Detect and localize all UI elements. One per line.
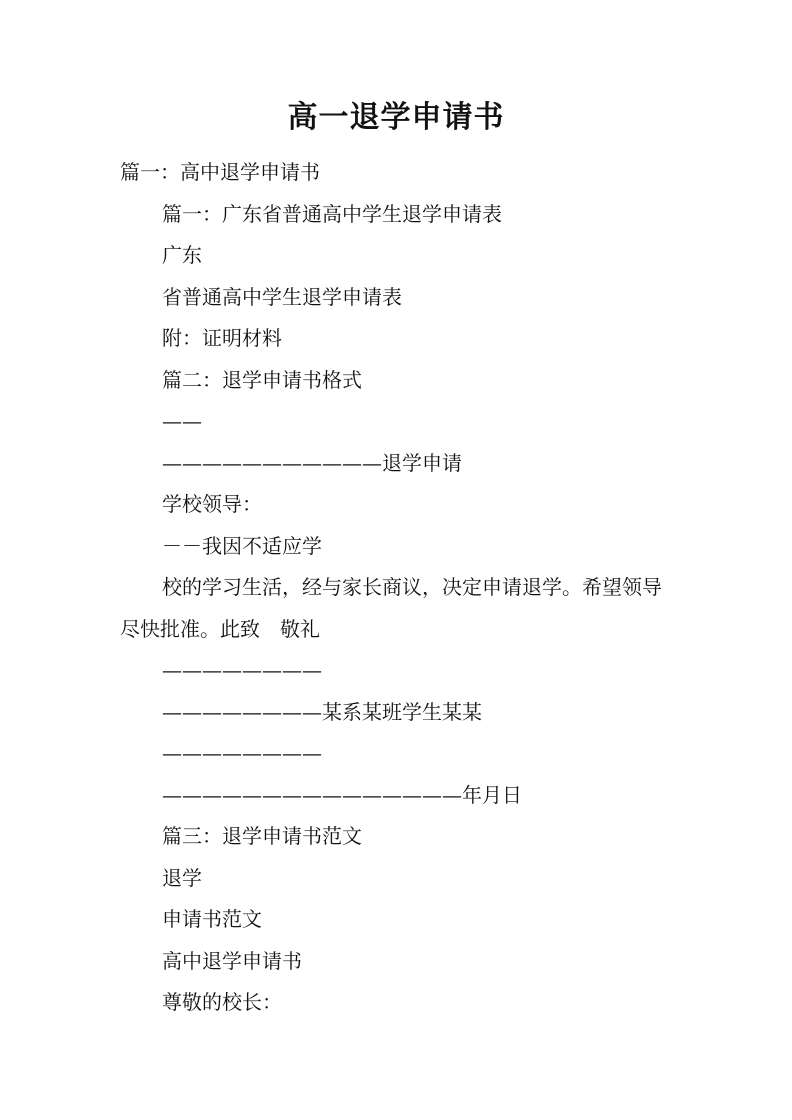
text-line: 尊敬的校长： (162, 990, 282, 1014)
text-line: ———————————退学申请 (162, 451, 462, 475)
text-line: 省普通高中学生退学申请表 (162, 285, 402, 309)
text-line: 退学 (162, 866, 202, 890)
text-line: ———————————————年月日 (162, 783, 522, 807)
text-line: 篇一：高中退学申请书 (120, 160, 320, 184)
document-title: 高一退学申请书 (287, 100, 505, 135)
text-line: 篇二：退学申请书格式 (162, 368, 362, 392)
text-line: ———————— (162, 741, 322, 765)
text-line: 学校领导： (162, 492, 262, 516)
text-line: 广东 (162, 243, 202, 267)
text-line: —— (162, 409, 202, 433)
text-line: ————————某系某班学生某某 (162, 700, 482, 724)
text-line: 高中退学申请书 (162, 949, 302, 973)
text-line: 申请书范文 (162, 907, 262, 931)
text-line: ———————— (162, 658, 322, 682)
text-line: 篇一：广东省普通高中学生退学申请表 (162, 202, 502, 226)
text-paragraph: 校的学习生活，经与家长商议，决定申请退学。希望领导尽快批准。此致 敬礼 (120, 575, 662, 641)
text-line: －－我因不适应学 (162, 534, 322, 558)
text-line: 篇三：退学申请书范文 (162, 824, 362, 848)
text-line: 附：证明材料 (162, 326, 282, 350)
